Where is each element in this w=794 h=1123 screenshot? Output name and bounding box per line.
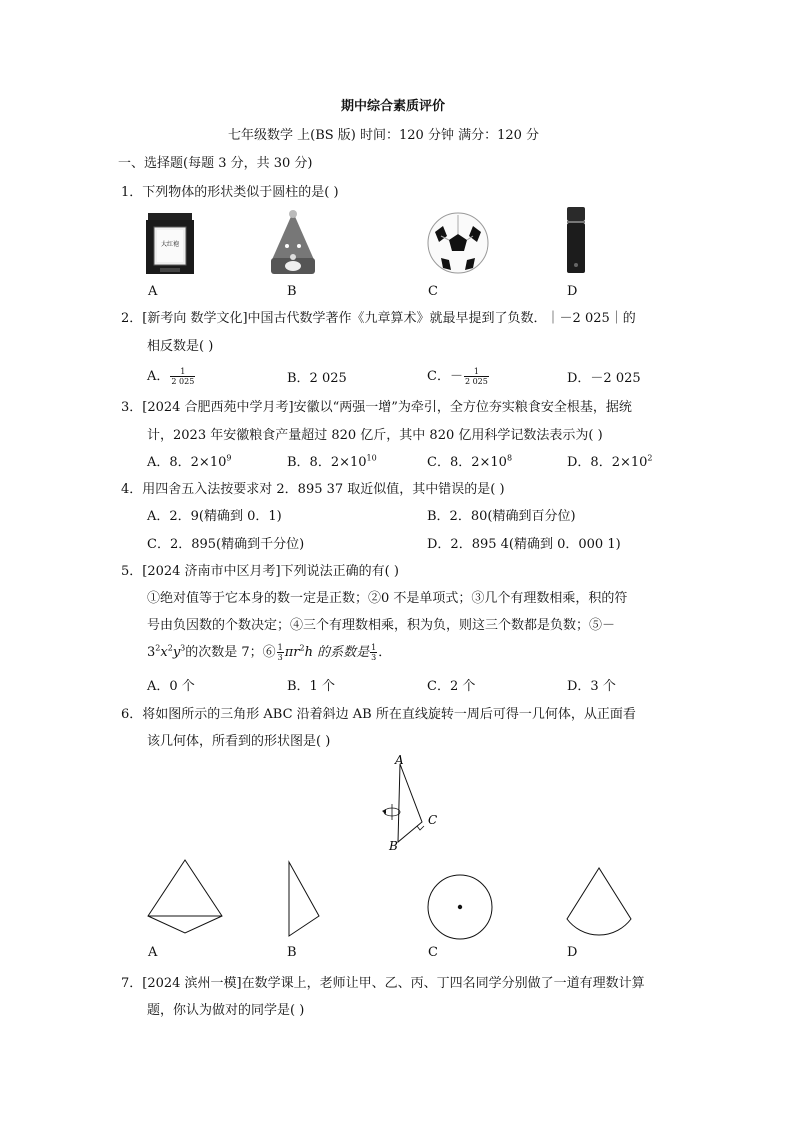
question-3-stem-cont: 计，2023 年安徽粮食产量超过 820 亿斤，其中 820 亿用科学记数法表示为( ) xyxy=(147,428,603,443)
question-7-stem: 7．[2024 滨州一模]在数学课上，老师让甲、乙、丙、丁四名同学分别做了一道有理数计算 xyxy=(121,976,645,991)
q5-option-a[interactable]: A．0 个 xyxy=(147,679,195,694)
question-6-stem-cont: 该几何体，所看到的形状图是( ) xyxy=(147,734,331,749)
fraction xyxy=(370,643,377,662)
soccer-ball-image xyxy=(427,212,489,274)
q1-option-c[interactable]: C xyxy=(428,284,438,299)
q4-option-b[interactable]: B．2．80(精确到百分位) xyxy=(427,509,576,524)
q4-option-a[interactable]: A．2．9(精确到 0．1) xyxy=(147,509,282,524)
text: 3 xyxy=(147,645,156,660)
exponent: 2 xyxy=(299,643,305,653)
q3-option-b[interactable] xyxy=(287,451,377,470)
fraction-numerator: 1 xyxy=(371,643,377,652)
variable-y: y xyxy=(172,645,181,660)
q3-option-b-text: B．8．2×10 xyxy=(287,455,367,470)
triangle-abc-figure xyxy=(375,754,445,854)
fraction-denominator: 2 025 xyxy=(464,377,488,386)
question-1-stem: 1．下列物体的形状类似于圆柱的是( ) xyxy=(121,185,339,200)
question-2-stem-cont: 相反数是( ) xyxy=(147,339,214,354)
q5-option-b[interactable]: B．1 个 xyxy=(287,679,335,694)
q4-option-c[interactable]: C．2．895(精确到千分位) xyxy=(147,537,305,552)
q3-option-a[interactable] xyxy=(147,451,231,470)
q2-option-a-label: A． xyxy=(147,369,170,384)
fraction xyxy=(277,643,284,662)
tea-tin-image xyxy=(146,211,194,275)
fraction-denominator: 3 xyxy=(371,653,377,662)
q3-option-d[interactable] xyxy=(567,451,653,470)
exponent: 3 xyxy=(180,643,186,653)
vertex-a-label: A xyxy=(395,753,404,767)
tea-tin-label: 大红袍 xyxy=(160,241,180,248)
q2-option-a[interactable] xyxy=(147,365,196,386)
question-5-statements-1: ①绝对值等于它本身的数一定是正数；②0 不是单项式；③几个有理数相乘，积的符 xyxy=(147,591,628,606)
question-3-stem: 3．[2024 合肥西苑中学月考]安徽以“两强一增”为牵引，全方位夯实粮食安全根基，据统 xyxy=(121,400,632,415)
q2-option-c-label: C．－ xyxy=(427,369,463,384)
q3-option-a-text: A．8．2×10 xyxy=(147,455,227,470)
q2-option-c[interactable] xyxy=(427,365,490,386)
q3-option-c-text: C．8．2×10 xyxy=(427,455,507,470)
fraction-denominator: 3 xyxy=(277,653,283,662)
q2-option-d[interactable]: D．－2 025 xyxy=(567,371,641,386)
q3-option-c[interactable] xyxy=(427,451,512,470)
text: ． xyxy=(378,645,392,660)
question-5-stem: 5．[2024 济南市中区月考]下列说法正确的有( ) xyxy=(121,564,399,579)
option-b-triangle xyxy=(285,860,325,938)
question-4-stem: 4．用四舍五入法按要求对 2．895 37 取近似值，其中错误的是( ) xyxy=(121,482,505,497)
exam-info: 七年级数学 上(BS 版) 时间：120 分钟 满分：120 分 xyxy=(228,128,540,143)
q2-option-b[interactable]: B．2 025 xyxy=(287,371,347,386)
question-7-stem-cont: 题，你认为做对的同学是( ) xyxy=(147,1003,305,1018)
question-5-statements-2: 号由负因数的个数决定；④三个有理数相乘，积为负，则这三个数都是负数；⑤－ xyxy=(147,618,616,633)
text: 的次数是 7；⑥ xyxy=(185,645,276,660)
option-d-cone xyxy=(564,865,634,940)
q6-option-b[interactable]: B xyxy=(287,945,297,960)
vertex-b-label: B xyxy=(389,839,398,853)
q6-option-d[interactable]: D xyxy=(567,945,578,960)
exponent: 10 xyxy=(366,453,377,463)
q1-option-a[interactable]: A xyxy=(148,284,158,299)
question-6-stem: 6．将如图所示的三角形 ABC 沿着斜边 AB 所在直线旋转一周后可得一几何体，从正面看 xyxy=(121,707,636,722)
option-c-circle xyxy=(425,872,495,942)
q3-option-d-text: D．8．2×10 xyxy=(567,455,648,470)
exponent: 2 xyxy=(167,643,173,653)
page-title: 期中综合素质评价 xyxy=(341,99,446,114)
text: h 的系数是 xyxy=(304,645,370,660)
fraction-numerator: 1 xyxy=(277,643,283,652)
q1-option-b[interactable]: B xyxy=(287,284,297,299)
fraction-numerator: 1 xyxy=(464,367,489,377)
q5-option-c[interactable]: C．2 个 xyxy=(427,679,476,694)
fraction-denominator: 2 025 xyxy=(171,377,195,386)
fraction xyxy=(464,367,489,386)
q4-option-d[interactable]: D．2．895 4(精确到 0．000 1) xyxy=(427,537,621,552)
q5-option-d[interactable]: D．3 个 xyxy=(567,679,616,694)
q6-option-c[interactable]: C xyxy=(428,945,438,960)
fraction xyxy=(170,367,195,386)
exponent: 2 xyxy=(647,453,653,463)
vertex-c-label: C xyxy=(428,813,438,827)
question-2-stem: 2．[新考向 数学文化]中国古代数学著作《九章算术》就最早提到了负数．｜－2 025｜的 xyxy=(121,311,636,326)
q6-option-a[interactable]: A xyxy=(148,945,158,960)
option-a-double-cone xyxy=(145,858,225,938)
exponent: 2 xyxy=(155,643,161,653)
q1-option-d[interactable]: D xyxy=(567,284,578,299)
fraction-numerator: 1 xyxy=(170,367,195,377)
question-5-statements-3 xyxy=(147,641,391,662)
exponent: 9 xyxy=(226,453,232,463)
christmas-hat-image xyxy=(267,210,319,275)
section-heading: 一、选择题(每题 3 分，共 30 分) xyxy=(118,156,313,171)
thermos-cup-image xyxy=(566,207,586,275)
exponent: 8 xyxy=(506,453,513,463)
variable-x: x xyxy=(160,645,168,660)
variable-pi-r: πr xyxy=(284,645,300,660)
